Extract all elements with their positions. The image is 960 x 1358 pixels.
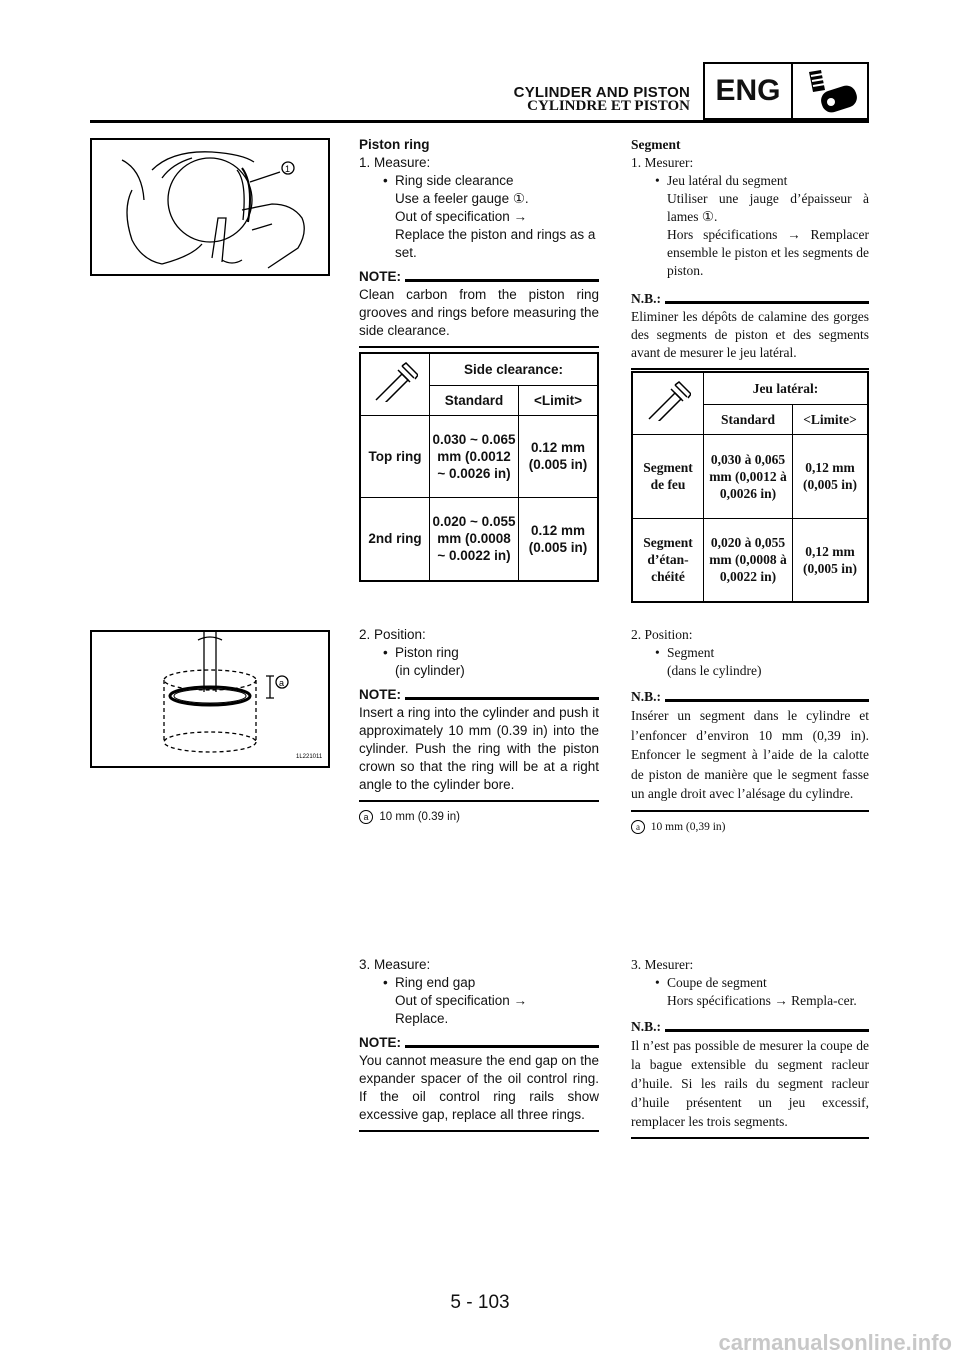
fr-step-2-bullet: • Segment: [631, 644, 869, 662]
fr-step-2-line-1: (dans le cylindre): [667, 663, 762, 678]
fr-table-segment-de-feu-standard: 0,030 à 0,065 mm (0,0012 à 0,0026 in): [704, 434, 793, 518]
fr-note-2: Insérer un segment dans le cylindre et l’enfoncer d’environ 10 mm (0,39 in). Enfoncer le segment à l’aide de la calotte de piston de manière que le segment fasse un angle droit avec l’alésage du cylindre.: [631, 708, 869, 801]
en-step-1-line-2: Out of specification →: [395, 209, 528, 224]
en-note-3: You cannot measure the end gap on the expander spacer of the oil control ring. If the oil control ring rails show excessive gap, replace all three rings.: [359, 1053, 599, 1122]
engine-piston-icon: [793, 64, 867, 118]
en-footnote-text: 10 mm (0.39 in): [379, 811, 460, 823]
fr-table-segment-de-feu-limit: 0,12 mm (0,005 in): [793, 434, 869, 518]
callout-a-icon: a: [359, 810, 373, 824]
en-note-label: NOTE:: [359, 1035, 401, 1050]
svg-text:a: a: [279, 678, 285, 688]
en-note-header: [359, 268, 599, 286]
en-step-3-line-2: Replace.: [395, 1011, 449, 1026]
en-note-label: NOTE:: [359, 687, 401, 702]
header-title-en: CYLINDER AND PISTON: [513, 84, 690, 101]
fr-note-2-end-rule: [631, 810, 869, 812]
header-rule: [90, 120, 869, 123]
fr-section-title: Segment: [631, 137, 681, 152]
fr-note-header: [631, 290, 869, 308]
en-side-clearance-table: [359, 352, 599, 582]
en-table-col-standard: Standard: [430, 385, 519, 415]
en-step-3-line-1: Out of specification →: [395, 993, 528, 1008]
en-table-row-2nd-ring: 2nd ring: [360, 497, 430, 581]
fr-step-1-line-2: Hors spécifications → Remplacer ensemble le piston et les segments de piston.: [667, 227, 869, 278]
en-step-2: 2. Position:: [359, 627, 426, 642]
en-table-row-top-ring: Top ring: [360, 415, 430, 497]
en-step-1: 1. Measure:: [359, 155, 431, 170]
fr-note-3-end-rule: [631, 1137, 869, 1139]
en-table-2nd-ring-limit: 0.12 mm (0.005 in): [519, 497, 599, 581]
fr-note-label: N.B.:: [631, 1019, 661, 1034]
fr-table-col-standard: Standard: [704, 404, 793, 434]
fr-step-1-bullet: • Jeu latéral du segment: [631, 172, 869, 190]
en-table-top-ring-standard: 0.030 ~ 0.065 mm (0.0012 ~ 0.0026 in): [430, 415, 519, 497]
fr-footnote-text: 10 mm (0,39 in): [650, 820, 726, 833]
fr-table-row-segment-de-feu: Segment de feu: [632, 434, 704, 518]
en-step-2-bullet: • Piston ring: [359, 644, 599, 662]
en-note-label: NOTE:: [359, 269, 401, 284]
fr-table-col-limit: <Limite>: [793, 404, 869, 434]
en-section-2: [359, 626, 599, 826]
callout-a-icon: a: [631, 820, 645, 834]
en-footnote-a: [359, 808, 599, 826]
page-number: 5 - 103: [450, 1292, 510, 1313]
fr-note-label: N.B.:: [631, 689, 661, 704]
section-label: ENG: [705, 64, 793, 118]
en-note-1: Clean carbon from the piston ring grooves and rings before measuring the side clearance.: [359, 287, 599, 338]
figure-ring-in-cylinder: [90, 630, 330, 768]
fr-section-1: [631, 136, 869, 370]
caliper-icon: [632, 372, 704, 434]
fr-table-row-segment-etancheite: Segment d’étan-chéité: [632, 518, 704, 602]
fr-step-3-line-1: Hors spécifications → Rempla-cer.: [667, 993, 857, 1008]
fr-step-2: 2. Position:: [631, 627, 693, 642]
en-table-top-ring-limit: 0.12 mm (0.005 in): [519, 415, 599, 497]
fr-section-2: [631, 626, 869, 836]
fr-note-3-header: [631, 1018, 869, 1036]
fr-side-clearance-table: [631, 371, 869, 603]
svg-text:1: 1: [285, 164, 291, 174]
en-step-2-line-1: (in cylinder): [395, 663, 465, 678]
en-step-1-line-1: Use a feeler gauge ①.: [395, 191, 529, 206]
fr-note-1: Eliminer les dépôts de calamine des gorges des segments de piston et des segments avant de mesurer le jeu latéral.: [631, 309, 869, 360]
fr-note-3: Il n’est pas possible de mesurer la coupe de la bague extensible du segment racleur d’huile. Si les rails du segment racleur d’huile présentent un jeu excessif, remplacer les trois segments.: [631, 1038, 869, 1129]
en-step-1-bullet: • Ring side clearance: [359, 172, 599, 190]
fr-note-label: N.B.:: [631, 291, 661, 306]
fr-step-1: 1. Mesurer:: [631, 155, 694, 170]
en-note-2-end-rule: [359, 800, 599, 802]
watermark: carmanualsonline.info: [718, 1330, 952, 1355]
en-step-3: 3. Measure:: [359, 957, 431, 972]
header-title-fr: CYLINDRE ET PISTON: [527, 98, 690, 114]
en-step-1-line-3: Replace the piston and rings as a set.: [395, 227, 596, 260]
en-table-col-limit: <Limit>: [519, 385, 599, 415]
en-section-title: Piston ring: [359, 137, 430, 152]
figure-feeler-gauge: [90, 138, 330, 276]
en-note-3-header: [359, 1034, 599, 1052]
fr-note-1-end-rule: [631, 368, 869, 370]
caliper-icon: [360, 353, 430, 415]
en-note-3-end-rule: [359, 1130, 599, 1132]
en-section-3: [359, 956, 599, 1132]
fr-table-title: Jeu latéral:: [704, 372, 869, 404]
fr-section-3: [631, 956, 869, 1139]
section-badge: [703, 62, 869, 120]
en-table-title: Side clearance:: [430, 353, 599, 385]
en-table-2nd-ring-standard: 0.020 ~ 0.055 mm (0.0008 ~ 0.0022 in): [430, 497, 519, 581]
fr-note-2-header: [631, 688, 869, 706]
figure-code: 1L221011: [296, 754, 323, 760]
fr-table-segment-etancheite-standard: 0,020 à 0,055 mm (0,0008 à 0,0022 in): [704, 518, 793, 602]
fr-footnote-a: [631, 818, 869, 836]
en-section-1: [359, 136, 599, 348]
fr-step-3: 3. Mesurer:: [631, 957, 694, 972]
en-step-3-bullet: • Ring end gap: [359, 974, 599, 992]
fr-step-3-bullet: • Coupe de segment: [631, 974, 869, 992]
fr-table-segment-etancheite-limit: 0,12 mm (0,005 in): [793, 518, 869, 602]
en-note-1-end-rule: [359, 346, 599, 348]
en-note-2-header: [359, 686, 599, 704]
fr-step-1-line-1: Utiliser une jauge d’épaisseur à lames ①.: [667, 191, 869, 224]
en-note-2: Insert a ring into the cylinder and push it approximately 10 mm (0.39 in) into the cylinder. Push the ring with the piston crown so that the ring will be at a right angle to the cylinder bore.: [359, 705, 599, 792]
